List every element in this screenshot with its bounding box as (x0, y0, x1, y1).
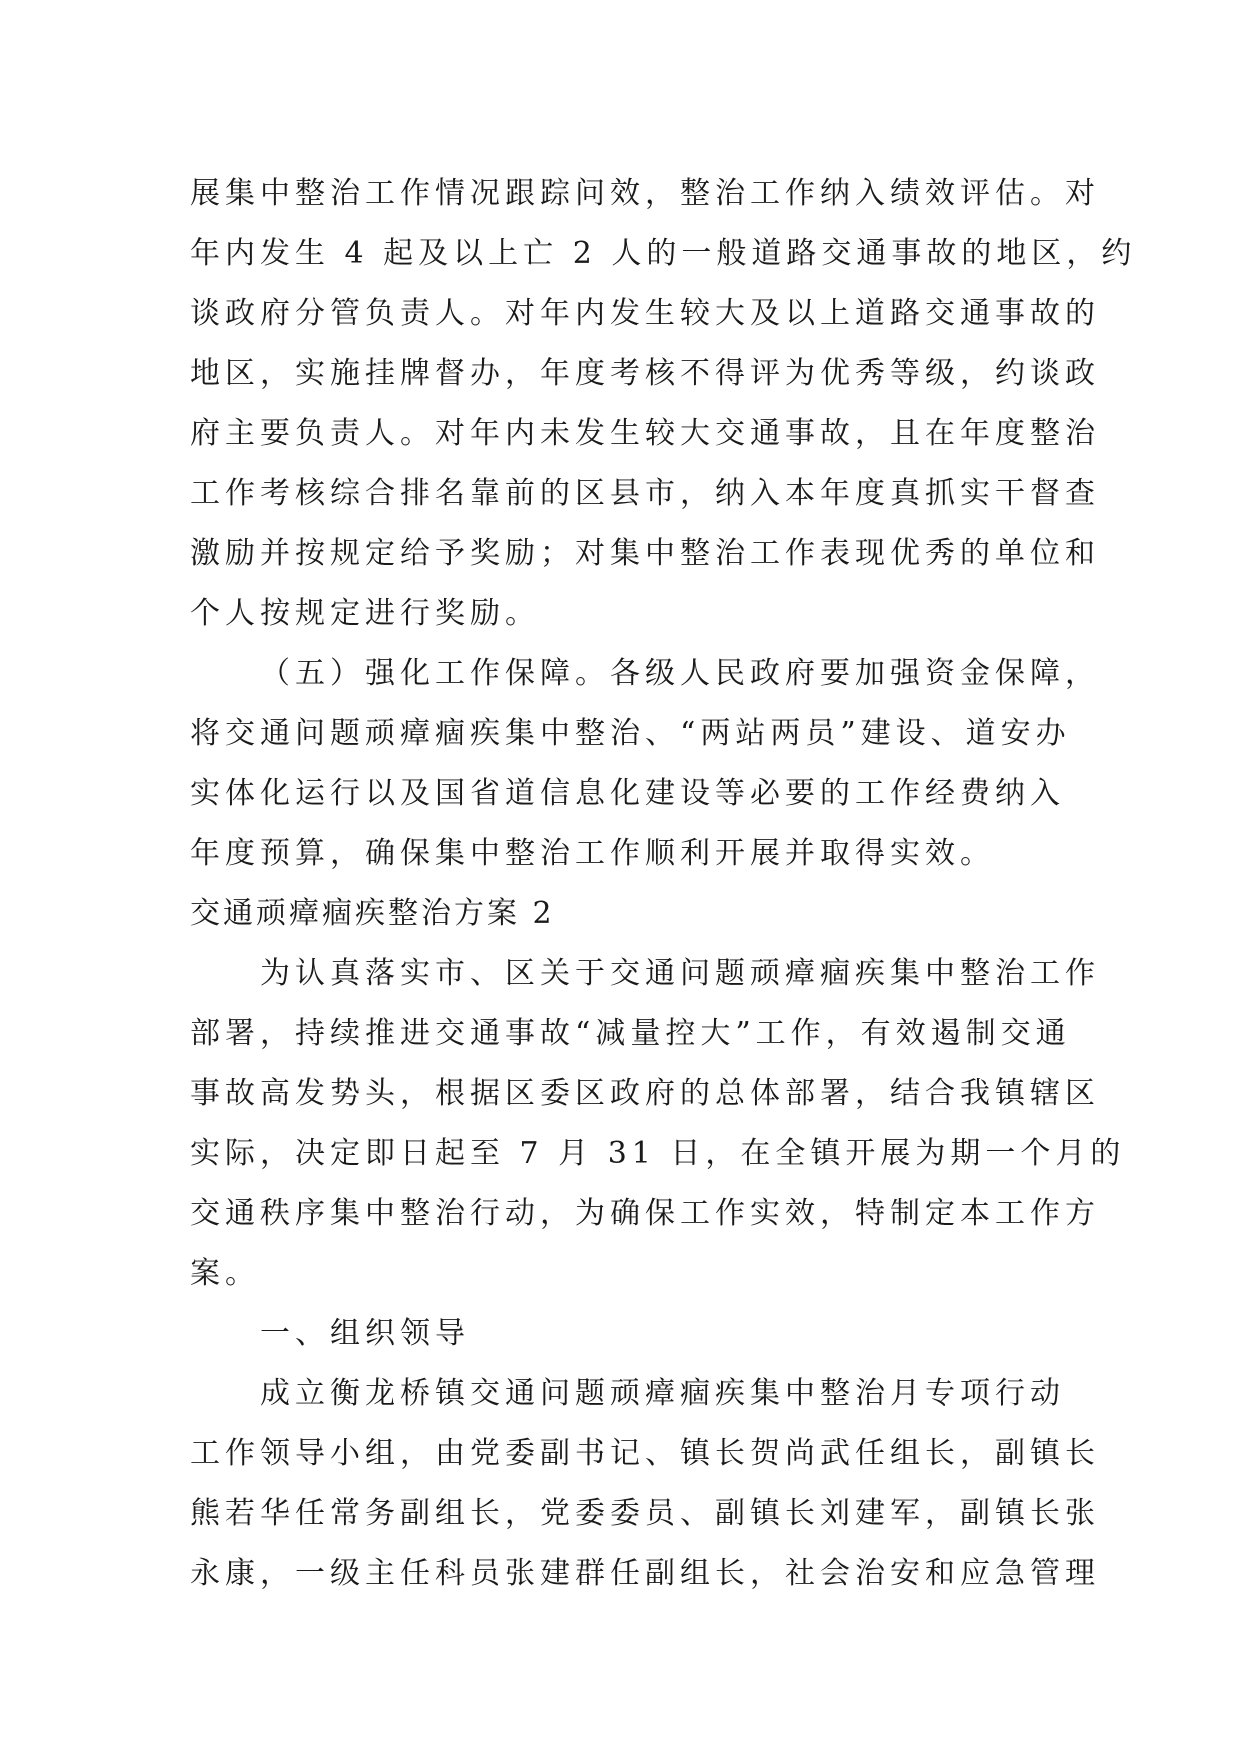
subsection-heading: 一、组织领导 (260, 1316, 470, 1351)
body-line: 交通秩序集中整治行动，为确保工作实效，特制定本工作方 (190, 1196, 1100, 1231)
body-line: 激励并按规定给予奖励；对集中整治工作表现优秀的单位和 (190, 536, 1100, 571)
body-line: 为认真落实市、区关于交通问题顽瘴痼疾集中整治工作 (260, 956, 1100, 991)
body-line: （五）强化工作保障。各级人民政府要加强资金保障， (260, 656, 1100, 691)
body-line: 将交通问题顽瘴痼疾集中整治、“两站两员”建设、道安办 (190, 716, 1071, 751)
body-line: 个人按规定进行奖励。 (190, 596, 540, 631)
body-line: 实体化运行以及国省道信息化建设等必要的工作经费纳入 (190, 776, 1065, 811)
body-line: 熊若华任常务副组长，党委委员、副镇长刘建军，副镇长张 (190, 1496, 1100, 1531)
body-line: 实际，决定即日起至 7 月 31 日，在全镇开展为期一个月的 (190, 1136, 1126, 1171)
body-line: 地区，实施挂牌督办，年度考核不得评为优秀等级，约谈政 (190, 356, 1100, 391)
body-line: 谈政府分管负责人。对年内发生较大及以上道路交通事故的 (190, 296, 1100, 331)
body-line: 永康，一级主任科员张建群任副组长，社会治安和应急管理 (190, 1556, 1100, 1591)
body-line: 府主要负责人。对年内未发生较大交通事故，且在年度整治 (190, 416, 1100, 451)
body-line: 工作领导小组，由党委副书记、镇长贺尚武任组长，副镇长 (190, 1436, 1100, 1471)
body-line: 年度预算，确保集中整治工作顺利开展并取得实效。 (190, 836, 995, 871)
body-line: 年内发生 4 起及以上亡 2 人的一般道路交通事故的地区，约 (190, 236, 1137, 271)
body-line: 部署，持续推进交通事故“减量控大”工作，有效遏制交通 (190, 1016, 1071, 1051)
section-heading: 交通顽瘴痼疾整治方案 2 (190, 896, 555, 931)
body-line: 案。 (190, 1256, 260, 1291)
document-body (190, 164, 1137, 1604)
body-line: 事故高发势头，根据区委区政府的总体部署，结合我镇辖区 (190, 1076, 1100, 1111)
body-line: 工作考核综合排名靠前的区县市，纳入本年度真抓实干督查 (190, 476, 1100, 511)
body-line: 成立衡龙桥镇交通问题顽瘴痼疾集中整治月专项行动 (260, 1376, 1065, 1411)
body-line: 展集中整治工作情况跟踪问效，整治工作纳入绩效评估。对 (190, 176, 1100, 211)
